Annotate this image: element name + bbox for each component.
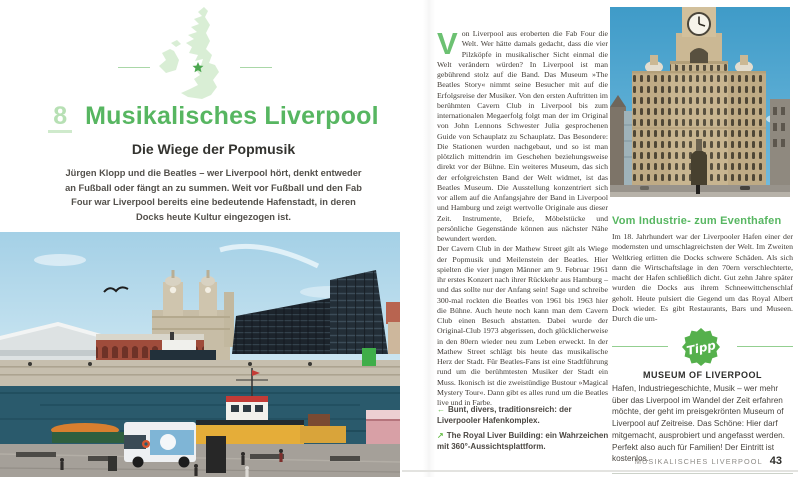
- brick-tower: [386, 302, 400, 324]
- map-dash-right: [240, 67, 272, 68]
- article-paragraph-2: Der Cavern Club in der Mathew Street gilt als Wiege der Popmusik und Meilenstein der Beatles. Hier spielten die vier jungen Männer am 9. Februar 1961 ihr erstes Konzert nach ihrer Rückkehr aus Hamburg – und das sollte nur der Anfang sein! Sage und schreibe 300-mal rockten die Beatles von 1961 bis 1963 hier die Bühne. Auch heute noch kann man dem Cavern Club einen Besuch abstatten. Dabei wurde der Original-Club 1973 abgerissen, doch glücklicherweise in den 80ern wieder neu zum Leben erweckt. In der Mathew Street schlägt bis heute das musikalische Herz der Stadt. Für Beatles-Fans ist eine Stadtführung rund um die berühmtesten Musiker der Stadt ein Muss. Ikonisch ist die zweistündige Bustour »Magical Mystery Tour«. Dann gibt es alles rund um die Beatles live und in Farbe.: [437, 244, 608, 407]
- article-column-1: [437, 26, 608, 408]
- page-number: 43: [769, 455, 782, 467]
- drop-cap: V: [437, 26, 458, 61]
- article-paragraph-1: [437, 26, 608, 244]
- intro-paragraph: Jürgen Klopp und die Beatles – wer Liverpool hört, denkt entweder an Fußball oder fängt an zu summen. Weit vor Fußball und den Fab Four war Liverpool bereits eine bedeutende Hafenstadt, in deren Docks heute Kultur eingezogen ist.: [65, 168, 362, 222]
- liver-building-illustration: [610, 7, 790, 197]
- chapter-number: 8: [48, 103, 72, 133]
- map-dash-left: [118, 67, 150, 68]
- chapter-heading: [0, 103, 427, 133]
- dock-photo-illustration: [0, 232, 400, 477]
- page-gutter: [423, 0, 435, 477]
- food-truck: [124, 422, 196, 468]
- caption-text-2: The Royal Liver Building: ein Wahrzeichen mit 360°-Aussichtsplattform.: [437, 430, 609, 452]
- paragraph-1-text: on Liverpool aus eroberten die Fab Four die Welt. Wer hätte damals gedacht, dass die vier Pilzköpfe in musikalischer Sicht einmal die Welt verändern würden? In Liverpool ist man gebührend stolz auf die Band. Das Museum »The Beatles Story« nimmt seine Besucher mit auf die Erfolgsreise der Musiker. Von den ersten Auftritten im berühmten Cavern Club in Liverpool bis zum internationalen Megaerfolg folgt man der im Original von John Lennons Schwester Julia gesprochenen Guide von Schauplatz zu Schauplatz. Das Besondere: Die Stationen wurden nachgebaut, und so ist man plötzlich mittendrin im Geschehen beziehungsweise direkt vor der Bühne. Ein weiteres Museum, das sich der erfolgreichsten Band der Welt widmet, ist das Beatles Museum. Die Ausstellung konzentriert sich vor allem auf die Anfangsjahre der Band in Liverpool und Hamburg und zeigt wertvolle Originale aus dieser Zeit. Instrumente, Briefe, Möbelstücke und persönliche Gegenstände können aus nächster Nähe bewundert werden.: [437, 29, 608, 243]
- uk-map-graphic: [151, 6, 243, 104]
- uk-map-icon: [151, 6, 243, 104]
- island-shape: [171, 40, 181, 47]
- tip-divider: [612, 473, 793, 474]
- page-edge-shadow: [402, 470, 798, 472]
- arrow-upright-icon: ↗: [437, 430, 444, 440]
- dock-photo: [0, 232, 400, 477]
- footer-chapter-label: MUSIKALISCHES LIVERPOOL: [634, 457, 763, 466]
- page-title: Musikalisches Liverpool: [85, 102, 379, 130]
- caption-liver-building-photo: [437, 430, 613, 453]
- tip-rule-left: [612, 346, 668, 347]
- section-heading: Vom Industrie- zum Eventhafen: [612, 215, 782, 227]
- pier: [0, 444, 400, 477]
- tipp-badge-icon: [682, 328, 720, 366]
- caption-dock-photo: [437, 404, 613, 427]
- tip-text: Hafen, Industriegeschichte, Musik – wer mehr über das Liverpool im Wandel der Zeit erfahren möchte, der geht im preisgekrönten Museum of Liverpool auf Zeitreise. Das Schöne: Hier darf mitgemacht, ausprobiert und angefasst werden. Perfekt also auch für Familien! Der Eintritt ist kostenlos.: [612, 384, 785, 464]
- street: [610, 185, 790, 197]
- page-footer: [612, 451, 782, 469]
- photo-captions: [437, 404, 613, 455]
- trash-bin: [108, 456, 117, 471]
- tip-rule-right: [737, 346, 793, 347]
- market-stall: [366, 410, 400, 448]
- page-subtitle: Die Wiege der Popmusik: [131, 141, 296, 157]
- tip-badge-label: Tipp: [685, 338, 718, 358]
- tip-badge-row: [612, 327, 793, 367]
- tip-heading: MUSEUM OF LIVERPOOL: [642, 370, 762, 380]
- ireland-shape: [159, 49, 179, 73]
- sign-board: [206, 436, 226, 473]
- arrow-left-icon: ←: [437, 405, 445, 414]
- liver-building-photo: [610, 7, 790, 197]
- article-column-2: Im 18. Jahrhundert war der Liverpooler Hafen einer der modernsten und umschlagreichsten der Welt. Im Zweiten Weltkrieg erlitten die Docks schwere Schäden. Als sich dann die Wirtschaftslage in den 70ern verschlechterte, macht der Hafen schließlich dicht. Gut zehn Jahre später wurden die Docks aus ihrem Schneewittchenschlaf geholt. Heute pulsiert die Gegend um das Royal Albert Dock wieder. Es gibt Restaurants, Bars und Museen. Durch die um-: [612, 232, 793, 323]
- caption-text-1: Bunt, divers, traditionsreich: der Liverpooler Hafenkomplex.: [437, 405, 572, 426]
- great-britain-shape: [181, 7, 219, 99]
